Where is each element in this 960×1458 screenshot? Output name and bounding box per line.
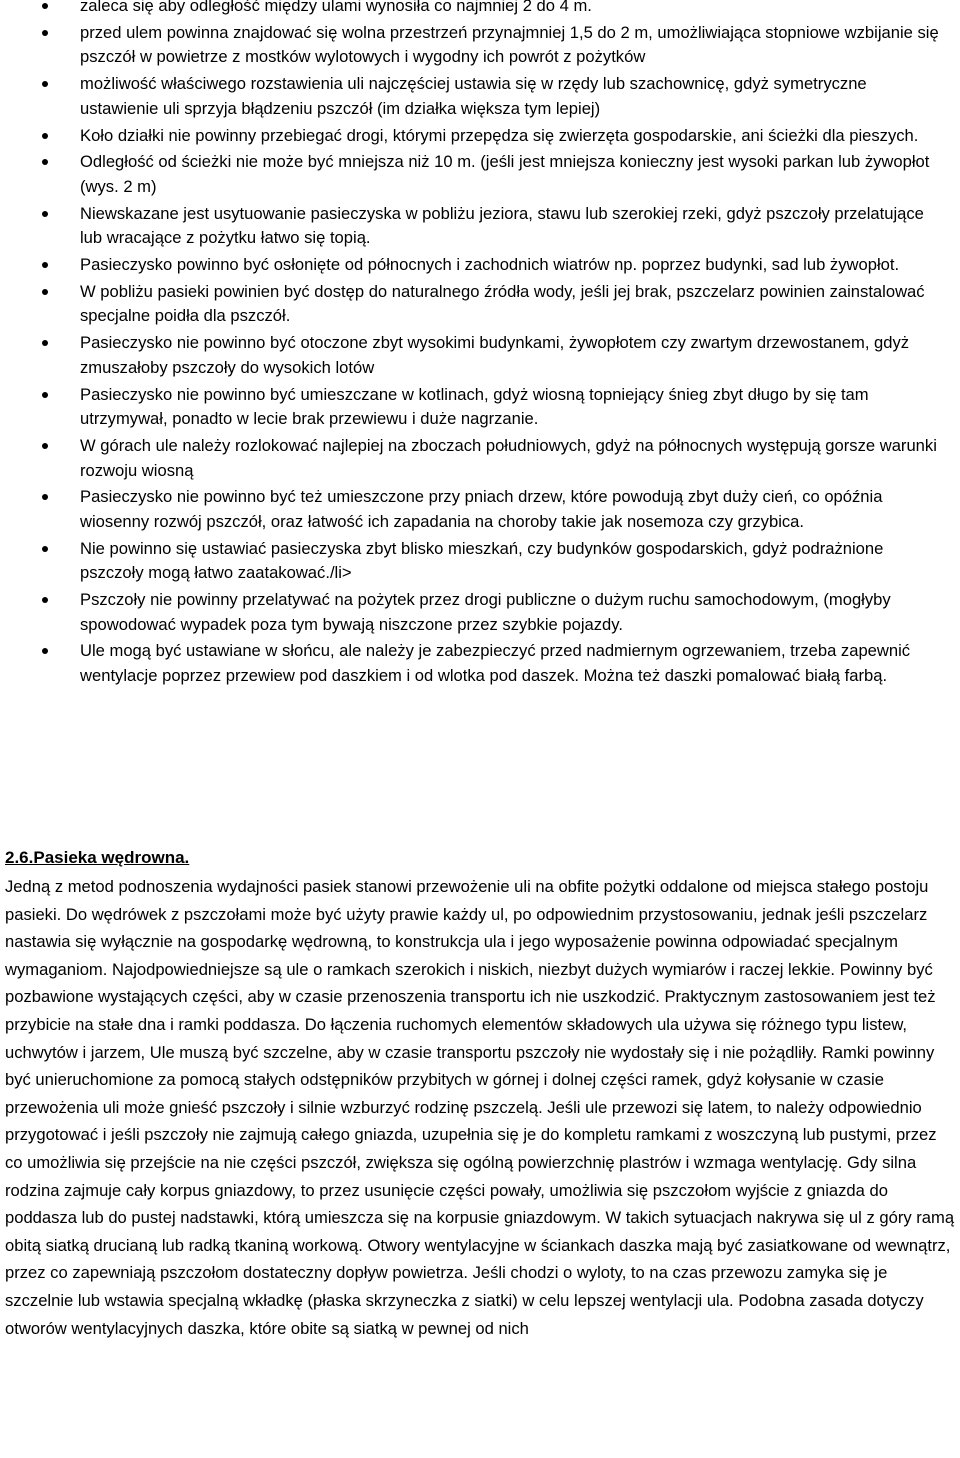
list-item-text: Pasieczysko nie powinno być też umieszczone przy pniach drzew, które powodują zbyt duży cień, co opóźnia wiosenny rozwój pszczół, oraz łatwość ich zapadania na choroby takie jak nosemoza czy grzybica. [80,487,883,531]
bullet-icon [42,211,48,217]
bullet-icon [42,81,48,87]
list-item [0,485,960,534]
list-item-text: przed ulem powinna znajdować się wolna przestrzeń przynajmniej 1,5 do 2 m, umożliwiająca stopniowe wzbijanie się pszczół w powietrze z mostków wylotowych i wygodny ich powrót z pożytków [80,22,939,67]
bullet-icon [42,443,48,449]
bullet-icon [42,494,48,500]
list-item-text: Pasieczysko nie powinno być umieszczane w kotlinach, gdyż wiosną topniejący śnieg zbyt długo by się tam utrzymywał, ponadto w lecie brak przewiewu i duże nagrzanie. [80,384,869,429]
list-item [0,434,960,483]
list-item-text: Niewskazane jest usytuowanie pasieczyska w pobliżu jeziora, stawu lub szerokiej rzeki, gdyż pszczoły przelatujące lub wracające z pożytku łatwo się topią. [80,203,924,248]
list-item-text: Koło działki nie powinny przebiegać drogi, którymi przepędza się zwierzęta gospodarskie, ani ścieżki dla pieszych. [80,125,919,145]
bullet-icon [42,3,48,9]
bullet-icon [42,133,48,139]
list-item [0,588,960,637]
list-item [0,639,960,688]
bullet-icon [42,392,48,398]
list-item [0,21,960,70]
list-item-text: Nie powinno się ustawiać pasieczyska zbyt blisko mieszkań, czy budynków gospodarskich, gdyż podrażnione pszczoły mogą łatwo zaatakować./li> [80,538,884,583]
list-item-text: Ule mogą być ustawiane w słońcu, ale należy je zabezpieczyć przed nadmiernym ogrzewaniem, trzeba zapewnić wentylacje poprzez przewiew pod daszkiem i od wlotka pod daszek. Można też daszki pomalować białą farbą. [80,641,911,686]
list-item [0,72,960,121]
list-item-text: Pasieczysko powinno być osłonięte od północnych i zachodnich wiatrów np. poprzez budynki, sad lub żywopłot. [80,255,900,275]
bullet-icon [42,159,48,165]
list-item [0,0,960,19]
list-item [0,202,960,251]
bullet-icon [42,546,48,552]
bullet-list [0,0,960,691]
list-item [0,383,960,432]
section-heading: 2.6.Pasieka wędrowna. [5,848,190,867]
list-item-text: możliwość właściwego rozstawienia uli najczęściej ustawia się w rzędy lub szachownicę, gdyż symetryczne ustawienie uli sprzyja błądzeniu pszczół (im działka większa tym lepiej) [80,74,867,118]
list-item-text: zaleca się aby odległość między ulami wynosiła co najmniej 2 do 4 m. [80,0,592,15]
section-body-paragraph: Jedną z metod podnoszenia wydajności pasiek stanowi przewożenie uli na obfite pożytki oddalone od miejsca stałego postoju pasieki. Do wędrówek z pszczołami może być użyty prawie każdy ul, po odpowiednim przystosowaniu, jednak jeśli pszczelarz nastawia się wyłącznie na gospodarkę wędrowną, to konstrukcja ula i jego wyposażenie powinna odpowiadać specjalnym wymaganiom. Najodpowiedniejsze są ule o ramkach szerokich i niskich, niezbyt dużych wymiarów i raczej lekkie. Powinny być pozbawione wystających części, aby w czasie przenoszenia transportu ich nie uszkodzić. Praktycznym zastosowaniem jest też przybicie na stałe dna i ramki poddasza. Do łączenia ruchomych elementów składowych ula używa się różnego typu listew, uchwytów i jarzem, Ule muszą być szczelne, aby w czasie transportu pszczoły nie wydostały się i nie pożądliły. Ramki powinny być unieruchomione za pomocą stałych odstępników przybitych w górnej i dolnej części ramek, gdyż kołysanie w czasie przewożenia uli może gnieść pszczoły i silnie wzburzyć rodzinę pszczelą. Jeśli ule przewozi się latem, to należy odpowiednio przygotować i jeśli pszczoły nie zajmują całego gniazda, uzupełnia się je do kompletu ramkami z woszczyną lub pustymi, przez co umożliwia się przejście na nie części pszczół, zwiększa się ogólną powierzchnię plastrów i wzmaga wentylację. Gdy silna rodzina zajmuje cały korpus gniazdowy, to przez usunięcie części powały, umożliwia się pszczołom wyjście z gniazda do poddasza lub do pustej nadstawki, którą umieszcza się na korpusie gniazdowym. W takich sytuacjach nakrywa się ul z góry ramą obitą siatką drucianą lub radką tkaniną workową. Otwory wentylacyjne w ściankach daszka mają być zasiatkowane od wewnątrz, przez co zapewniają pszczołom dostateczny dopływ powietrza. Jeśli chodzi o wyloty, to na czas przewozu zamyka się je szczelnie lub wstawia specjalną wkładkę (płaska skrzyneczka z siatki) w celu lepszej wentylacji ula. Podobna zasada dotyczy otworów wentylacyjnych daszka, które obite są siatką w pewnej od nich [5,877,955,1338]
bullet-icon [42,340,48,346]
bullet-icon [42,289,48,295]
list-item [0,253,960,278]
list-item-text: W pobliżu pasieki powinien być dostęp do naturalnego źródła wody, jeśli jej brak, pszczelarz powinien zainstalować specjalne poidła dla pszczół. [80,281,925,326]
list-item-text: Odległość od ścieżki nie może być mniejsza niż 10 m. (jeśli jest mniejsza konieczny jest wysoki parkan lub żywopłot (wys. 2 m) [80,152,930,196]
list-item-text: Pasieczysko nie powinno być otoczone zbyt wysokimi budynkami, żywopłotem czy zwartym drzewostanem, gdyż zmuszałoby pszczoły do wysokich lotów [80,333,910,377]
bullet-icon [42,648,48,654]
bullet-icon [42,30,48,36]
list-item [0,280,960,329]
list-item-text: Pszczoły nie powinny przelatywać na pożytek przez drogi publiczne o dużym ruchu samochodowym, (mogłyby spowodować wypadek poza tym bywają niszczone przez szybkie pojazdy. [80,590,891,634]
list-item [0,537,960,586]
bullet-icon [42,262,48,268]
list-item [0,150,960,199]
list-item [0,124,960,149]
list-item-text: W górach ule należy rozlokować najlepiej na zboczach południowych, gdyż na północnych występują gorsze warunki rozwoju wiosną [80,435,937,480]
list-item [0,331,960,380]
bullet-icon [42,597,48,603]
